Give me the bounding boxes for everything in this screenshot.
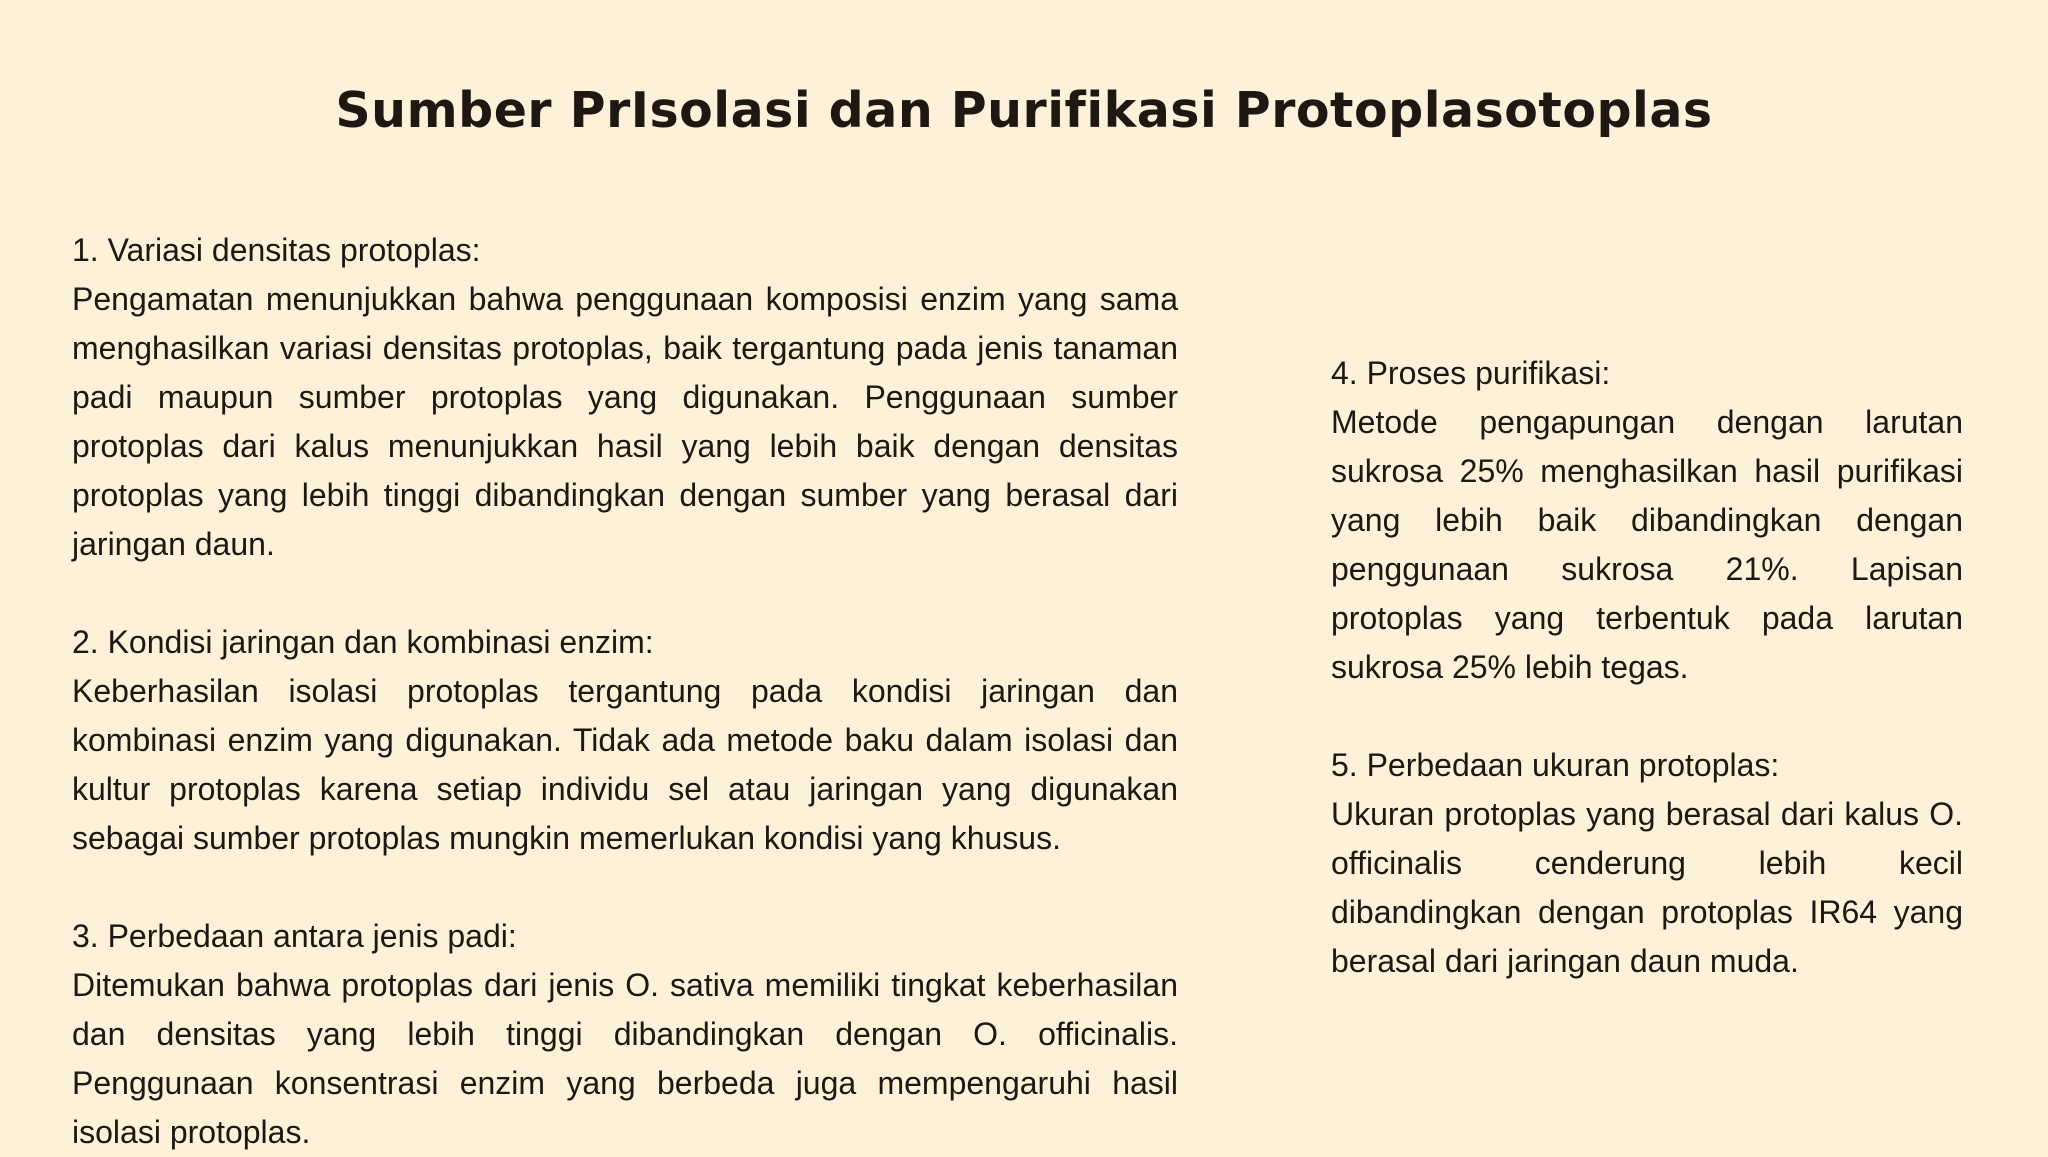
- section-body: Keberhasilan isolasi protoplas tergantung pada kondisi jaringan dan kombinasi enzim yang digunakan. Tidak ada metode baku dalam isolasi dan kultur protoplas karena setiap individu sel atau jaringan yang digunakan sebagai sumber protoplas mungkin memerlukan kondisi yang khusus.: [72, 673, 1178, 856]
- section-density-variation: [72, 226, 1178, 569]
- section-purification: [1331, 349, 1963, 692]
- section-size-difference: [1331, 741, 1963, 986]
- left-column: [72, 226, 1178, 1157]
- section-body: Ditemukan bahwa protoplas dari jenis O. sativa memiliki tingkat keberhasilan dan densitas yang lebih tinggi dibandingkan dengan O. officinalis. Penggunaan konsentrasi enzim yang berbeda juga mempengaruhi hasil isolasi protoplas.: [72, 967, 1178, 1150]
- right-column: [1331, 349, 1963, 986]
- section-heading: 5. Perbedaan ukuran protoplas:: [1331, 747, 1780, 783]
- section-body: Pengamatan menunjukkan bahwa penggunaan komposisi enzim yang sama menghasilkan variasi densitas protoplas, baik tergantung pada jenis tanaman padi maupun sumber protoplas yang digunakan. Penggunaan sumber protoplas dari kalus menunjukkan hasil yang lebih baik dengan densitas protoplas yang lebih tinggi dibandingkan dengan sumber yang berasal dari jaringan daun.: [72, 281, 1178, 562]
- slide-title: Sumber PrIsolasi dan Purifikasi Protoplasotoplas: [335, 82, 1713, 139]
- section-rice-types: [72, 912, 1178, 1157]
- section-heading: 4. Proses purifikasi:: [1331, 355, 1611, 391]
- section-heading: 3. Perbedaan antara jenis padi:: [72, 918, 517, 954]
- section-heading: 1. Variasi densitas protoplas:: [72, 232, 481, 268]
- section-body: Ukuran protoplas yang berasal dari kalus O. officinalis cenderung lebih kecil dibandingkan dengan protoplas IR64 yang berasal dari jaringan daun muda.: [1331, 796, 1963, 979]
- section-heading: 2. Kondisi jaringan dan kombinasi enzim:: [72, 624, 654, 660]
- section-body: Metode pengapungan dengan larutan sukrosa 25% menghasilkan hasil purifikasi yang lebih baik dibandingkan dengan penggunaan sukrosa 21%. Lapisan protoplas yang terbentuk pada larutan sukrosa 25% lebih tegas.: [1331, 404, 1963, 685]
- section-tissue-enzyme: [72, 618, 1178, 863]
